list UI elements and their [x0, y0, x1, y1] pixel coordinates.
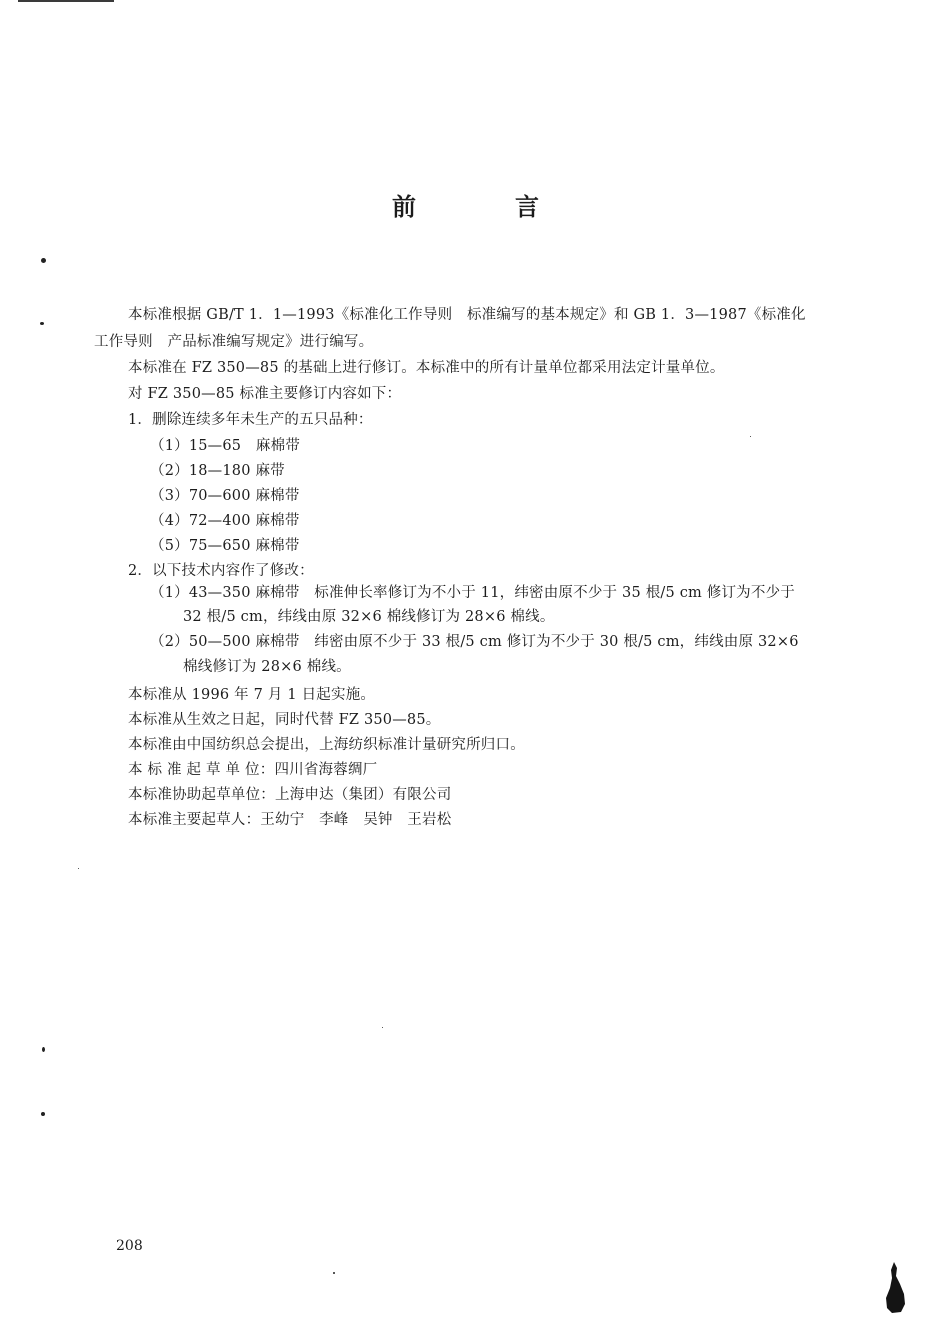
scan-speck	[40, 322, 44, 325]
title-char-2: 言	[515, 193, 539, 221]
paragraph-5: 本标准从生效之日起，同时代替 FZ 350—85。	[128, 712, 441, 728]
scan-speck	[382, 1027, 383, 1028]
scan-speck	[42, 1047, 45, 1052]
paragraph-4: 本标准从 1996 年 7 月 1 日起实施。	[128, 687, 376, 703]
paragraph-3: 对 FZ 350—85 标准主要修订内容如下：	[128, 386, 402, 402]
paragraph-6: 本标准由中国纺织总会提出，上海纺织标准计量研究所归口。	[128, 737, 525, 753]
list-subitem: （5）75—650 麻棉带	[150, 538, 300, 554]
paragraph-1-line-2: 工作导则 产品标准编写规定》进行编写。	[94, 334, 374, 350]
list-subitem: （3）70—600 麻棉带	[150, 488, 300, 504]
paragraph-7: 本 标 准 起 草 单 位：四川省海蓉绸厂	[128, 762, 378, 778]
list-item-1: 1．删除连续多年未生产的五只品种：	[128, 412, 373, 428]
paragraph-9: 本标准主要起草人：王幼宁 李峰 吴钟 王岩松	[128, 812, 452, 828]
list-subitem-2-1-line-2: 32 根/5 cm，纬线由原 32×6 棉线修订为 28×6 棉线。	[183, 609, 555, 625]
corner-ink-blot	[884, 1262, 906, 1314]
list-subitem: （1）15—65 麻棉带	[150, 438, 301, 454]
top-edge-rule	[18, 0, 114, 2]
list-subitem-2-2-line-2: 棉线修订为 28×6 棉线。	[183, 659, 351, 675]
title-char-1: 前	[392, 193, 416, 221]
scan-speck	[78, 868, 79, 869]
paragraph-8: 本标准协助起草单位：上海申达（集团）有限公司	[128, 787, 452, 803]
list-subitem: （4）72—400 麻棉带	[150, 513, 300, 529]
list-subitem: （2）18—180 麻带	[150, 463, 285, 479]
scan-speck	[750, 436, 751, 437]
list-subitem-2-2-line-1: （2）50—500 麻棉带 纬密由原不少于 33 根/5 cm 修订为不少于 30 根/5 cm，纬线由原 32×6	[150, 634, 799, 650]
page-title	[0, 192, 950, 222]
page-number: 208	[116, 1238, 143, 1254]
list-subitem-2-1-line-1: （1）43—350 麻棉带 标准伸长率修订为不小于 11，纬密由原不少于 35 根/5 cm 修订为不少于	[150, 585, 795, 601]
scan-speck	[333, 1272, 335, 1274]
list-item-2: 2．以下技术内容作了修改：	[128, 563, 314, 579]
scan-speck	[41, 1112, 45, 1116]
paragraph-1-line-1: 本标准根据 GB/T 1．1—1993《标准化工作导则 标准编写的基本规定》和 GB 1．3—1987《标准化	[128, 307, 806, 323]
paragraph-2: 本标准在 FZ 350—85 的基础上进行修订。本标准中的所有计量单位都采用法定计量单位。	[128, 360, 725, 376]
scan-speck	[41, 258, 46, 263]
